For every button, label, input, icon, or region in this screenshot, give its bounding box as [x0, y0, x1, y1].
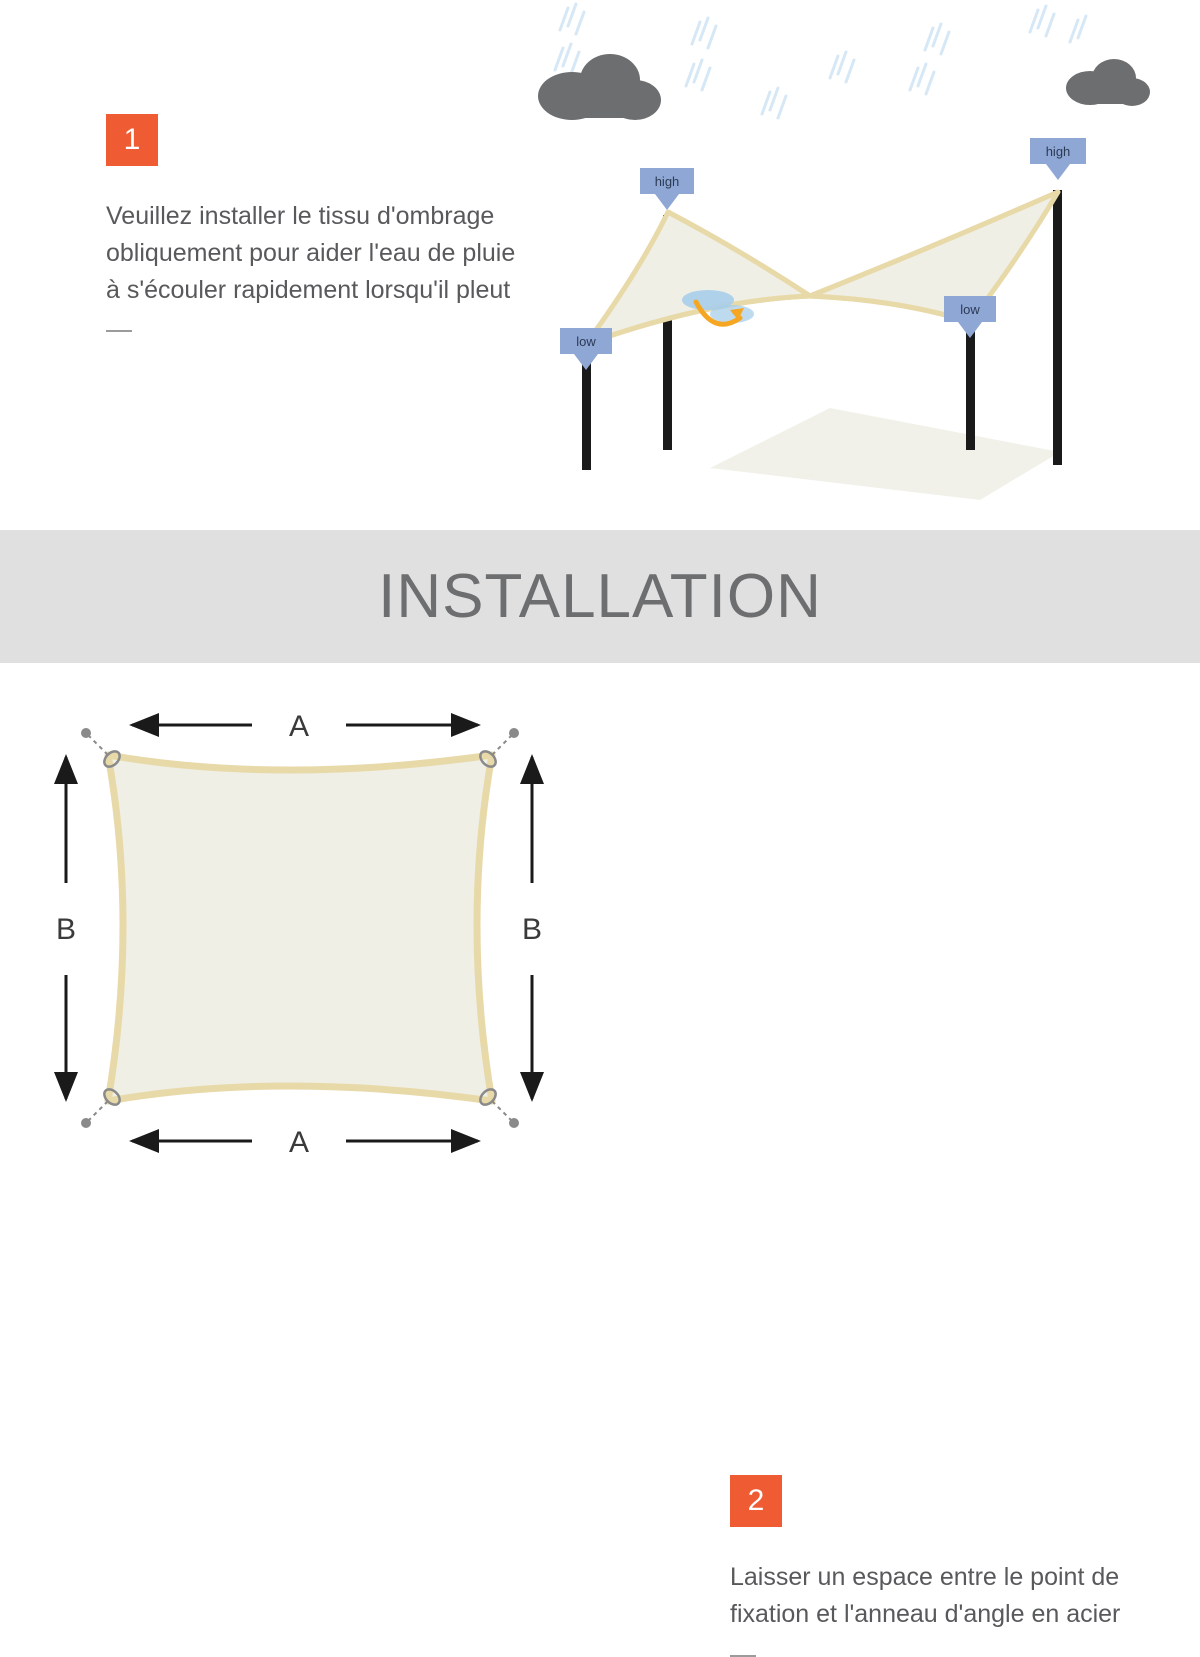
installation-banner — [0, 530, 1200, 663]
cloud-icon-small — [1066, 59, 1150, 106]
sail-shape-left — [586, 212, 810, 344]
section-step-one — [0, 0, 1200, 530]
tag-low-right — [944, 296, 996, 338]
step-number-badge-1: 1 — [106, 114, 158, 166]
sail-square-shape — [108, 755, 492, 1101]
sail-shape-right — [810, 192, 1058, 322]
rain-sail-svg — [500, 0, 1160, 520]
step-one-divider — [106, 330, 132, 332]
section-step-two — [0, 663, 1200, 1628]
pole-right — [1053, 190, 1062, 465]
step-two-block — [730, 1475, 1170, 1657]
pole-mid-right — [966, 320, 975, 450]
dim-label-right: B — [521, 913, 543, 946]
tag-high-right — [1030, 138, 1086, 180]
dim-label-top: A — [288, 710, 310, 743]
ground-shadow — [710, 408, 1060, 500]
step-number-badge-2: 2 — [730, 1475, 782, 1527]
tag-low-left-label: low — [576, 334, 596, 349]
dim-label-left: B — [55, 913, 77, 946]
tag-high-left-label: high — [654, 174, 680, 189]
rain-sail-illustration — [500, 0, 1160, 520]
tag-high-right-label: high — [1045, 144, 1071, 159]
step-two-divider — [730, 1655, 756, 1657]
step-two-description: Laisser un espace entre le point de fixation et l'anneau d'angle en acier — [730, 1563, 1121, 1628]
step-one-block — [106, 114, 536, 332]
tag-low-right-label: low — [960, 302, 980, 317]
dimensions-illustration — [40, 693, 600, 1183]
tag-high-left — [640, 168, 694, 210]
dimensions-svg — [40, 693, 600, 1183]
step-one-description: Veuillez installer le tissu d'ombrage obliquement pour aider l'eau de pluie à s'écouler rapidement lorsqu'il pleut — [106, 202, 516, 304]
banner-title: INSTALLATION — [378, 562, 822, 631]
tag-low-left — [560, 328, 612, 370]
dim-label-bottom: A — [288, 1126, 310, 1159]
